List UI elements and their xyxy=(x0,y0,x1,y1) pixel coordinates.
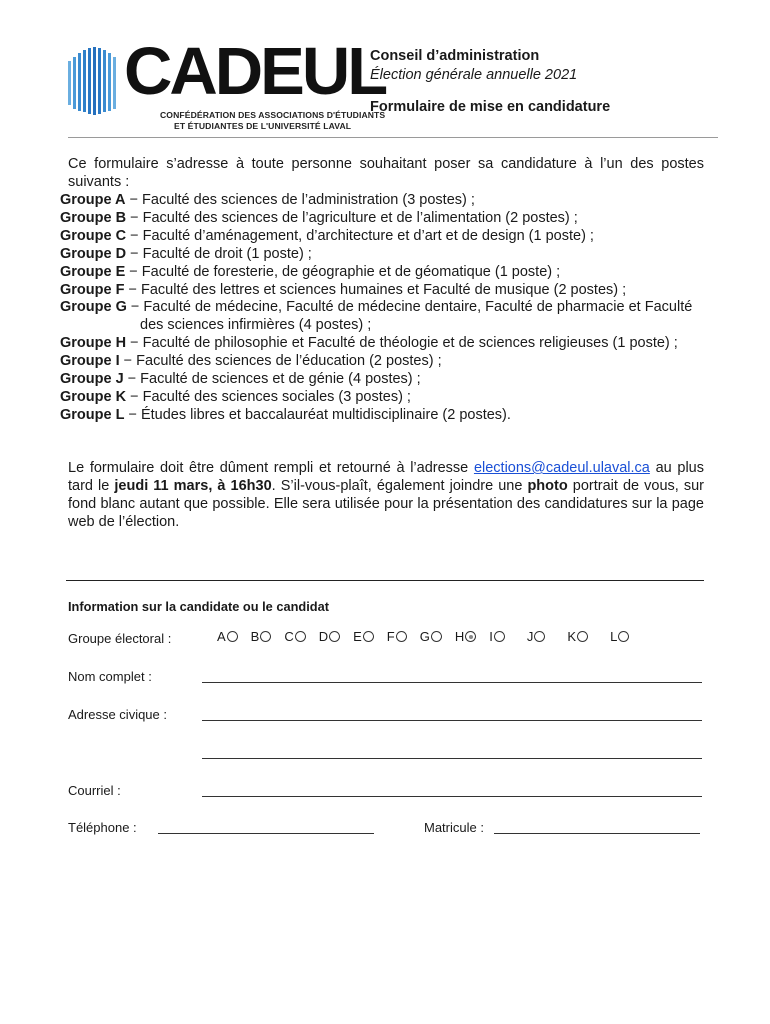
group-row: Groupe K − Faculté des sciences sociales (3 postes) ; xyxy=(60,388,411,405)
radio-circle-icon xyxy=(295,631,306,642)
radio-circle-icon xyxy=(577,631,588,642)
group-radio-g[interactable]: G xyxy=(420,629,442,644)
group-row: Groupe L − Études libres et baccalauréat multidisciplinaire (2 postes). xyxy=(60,406,511,423)
radio-circle-icon xyxy=(260,631,271,642)
address-label: Adresse civique : xyxy=(68,707,167,722)
group-row: Groupe H − Faculté de philosophie et Faculté de théologie et de sciences religieuses (1 poste) ; xyxy=(60,335,678,352)
group-radio-e[interactable]: E xyxy=(353,629,374,644)
group-electoral-label: Groupe électoral : xyxy=(68,631,172,646)
group-radio-a[interactable]: A xyxy=(217,629,238,644)
group-row: Groupe D − Faculté de droit (1 poste) ; xyxy=(60,245,312,262)
group-row: Groupe J − Faculté de sciences et de génie (4 postes) ; xyxy=(60,371,421,388)
section-divider xyxy=(66,580,704,581)
radio-circle-icon xyxy=(618,631,629,642)
group-row: Groupe B − Faculté des sciences de l’agriculture et de l’alimentation (2 postes) ; xyxy=(60,209,578,226)
cadeul-logo-wordmark: CADEUL xyxy=(124,34,386,109)
radio-circle-icon xyxy=(431,631,442,642)
group-radio-j[interactable]: J xyxy=(527,629,546,644)
group-radio-l[interactable]: L xyxy=(610,629,629,644)
matricule-label: Matricule : xyxy=(424,820,484,835)
radio-circle-icon xyxy=(363,631,374,642)
group-row: Groupe E − Faculté de foresterie, de géographie et de géomatique (1 poste) ; xyxy=(60,263,561,280)
radio-circle-icon xyxy=(396,631,407,642)
intro-text: Ce formulaire s’adresse à toute personne souhaitant poser sa candidature à l’un des postes suivants : xyxy=(68,156,704,190)
elections-email-link[interactable]: elections@cadeul.ulaval.ca xyxy=(473,460,650,476)
group-row: Groupe G − Faculté de médecine, Faculté de médecine dentaire, Faculté de pharmacie et Faculté xyxy=(60,299,693,316)
group-row: Groupe C − Faculté d’aménagement, d’architecture et d’art et de design (1 poste) ; xyxy=(60,227,594,244)
email-field[interactable] xyxy=(202,796,702,797)
name-field[interactable] xyxy=(202,682,702,683)
header-subtitle: Élection générale annuelle 2021 xyxy=(370,67,578,83)
group-radio-k[interactable]: K xyxy=(567,629,588,644)
group-radio-i[interactable]: I xyxy=(489,629,505,644)
group-radio-c[interactable]: C xyxy=(284,629,305,644)
radio-circle-icon xyxy=(227,631,238,642)
deadline: jeudi 11 mars, à 16h30 xyxy=(114,478,272,494)
radio-circle-icon xyxy=(534,631,545,642)
candidate-section-title: Information sur la candidate ou le candidat xyxy=(68,599,329,614)
header-divider xyxy=(68,137,718,138)
cadeul-logo-subtitle: CONFÉDÉRATION DES ASSOCIATIONS D'ÉTUDIANTS ET ÉTUDIANTES DE L'UNIVERSITÉ LAVAL xyxy=(160,110,386,131)
email-label: Courriel : xyxy=(68,783,121,798)
group-radio-f[interactable]: F xyxy=(387,629,407,644)
group-row-continuation: des sciences infirmières (4 postes) ; xyxy=(140,317,372,334)
group-row: Groupe A − Faculté des sciences de l’administration (3 postes) ; xyxy=(60,192,475,208)
group-radio-d[interactable]: D xyxy=(319,629,340,644)
submission-paragraph: Le formulaire doit être dûment rempli et retourné à l’adresse elections@cadeul.ulaval.ca au plus tard le jeudi 11 mars, à 16h30. S’il-vous-plaît, également joindre une photo portrait de vous, sur fond blanc autant que possible. Elle sera utilisée pour la présentation des candidatures sur la page web de l’élection. xyxy=(68,460,704,530)
group-radio-b[interactable]: B xyxy=(251,629,272,644)
address-field-line2[interactable] xyxy=(202,758,702,759)
matricule-field[interactable] xyxy=(494,833,700,834)
header-title: Conseil d’administration xyxy=(370,48,540,64)
group-radio-h[interactable]: H xyxy=(455,629,476,644)
name-label: Nom complet : xyxy=(68,669,152,684)
radio-circle-icon xyxy=(494,631,505,642)
address-field[interactable] xyxy=(202,720,702,721)
form-title: Formulaire de mise en candidature xyxy=(370,99,611,115)
group-radio-options xyxy=(217,629,629,644)
group-row: Groupe F − Faculté des lettres et sciences humaines et Faculté de musique (2 postes) ; xyxy=(60,281,627,298)
group-row: Groupe I − Faculté des sciences de l’éducation (2 postes) ; xyxy=(60,353,442,370)
groups-list xyxy=(60,192,725,425)
phone-field[interactable] xyxy=(158,833,374,834)
radio-selected-icon xyxy=(465,631,476,642)
phone-label: Téléphone : xyxy=(68,820,137,835)
cadeul-logo-bars xyxy=(68,47,120,115)
radio-circle-icon xyxy=(329,631,340,642)
